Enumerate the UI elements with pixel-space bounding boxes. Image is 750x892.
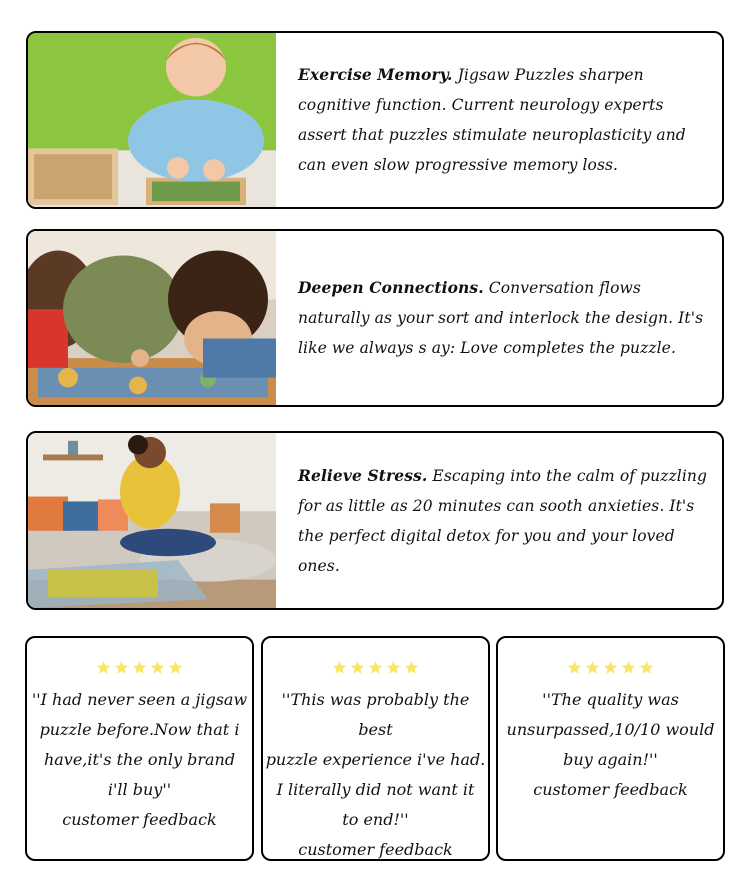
star-rating (27, 660, 252, 678)
feature-title: Exercise Memory. (298, 65, 453, 84)
feature-paragraph (298, 273, 716, 363)
feature-card-connections (26, 229, 724, 407)
review-card (261, 636, 490, 861)
feature-body: Escaping into the calm of puzzling for as little as 20 minutes can sooth anxieties. It's the perfect digital detox for you and your loved ones. (298, 466, 707, 575)
star-icon (114, 660, 129, 675)
star-icon (621, 660, 636, 675)
review-attribution: customer feedback (62, 810, 217, 829)
feature-paragraph (298, 461, 716, 581)
feature-text (298, 433, 716, 608)
woman-puzzle-image (28, 433, 276, 608)
review-card (496, 636, 725, 861)
star-icon (332, 660, 347, 675)
star-icon (368, 660, 383, 675)
star-icon (96, 660, 111, 675)
feature-body: Jigsaw Puzzles sharpen cognitive function. Current neurology experts assert that puzzles stimulate neuroplasticity and can even slow progressive memory loss. (298, 66, 686, 174)
feature-body: Conversation flows naturally as your sort and interlock the design. It's like we always s ay: Love completes the puzzle. (298, 279, 704, 357)
star-icon (132, 660, 147, 675)
child-puzzle-image (28, 33, 276, 207)
star-icon (168, 660, 183, 675)
star-icon (150, 660, 165, 675)
review-card (25, 636, 254, 861)
review-quote: ''The quality was unsurpassed,10/10 would buy again!'' (506, 690, 715, 769)
star-rating (263, 660, 488, 678)
feature-text (298, 231, 716, 405)
star-icon (585, 660, 600, 675)
feature-card-memory (26, 31, 724, 209)
star-icon (639, 660, 654, 675)
family-puzzle-image (28, 231, 276, 405)
feature-text (298, 33, 716, 207)
star-icon (603, 660, 618, 675)
review-quote: ''I had never seen a jigsaw puzzle before.Now that i have,it's the only brand i'll buy'' (31, 690, 248, 799)
review-attribution: customer feedback (298, 840, 453, 859)
star-rating (498, 660, 723, 678)
feature-title: Relieve Stress. (298, 465, 428, 485)
star-icon (386, 660, 401, 675)
star-icon (404, 660, 419, 675)
feature-title: Deepen Connections. (298, 278, 484, 297)
star-icon (567, 660, 582, 675)
review-attribution: customer feedback (533, 780, 688, 799)
feature-card-stress (26, 431, 724, 610)
star-icon (350, 660, 365, 675)
feature-paragraph (298, 60, 716, 180)
review-quote: ''This was probably the best puzzle experience i've had. I literally did not want it to end!'' (265, 690, 486, 829)
